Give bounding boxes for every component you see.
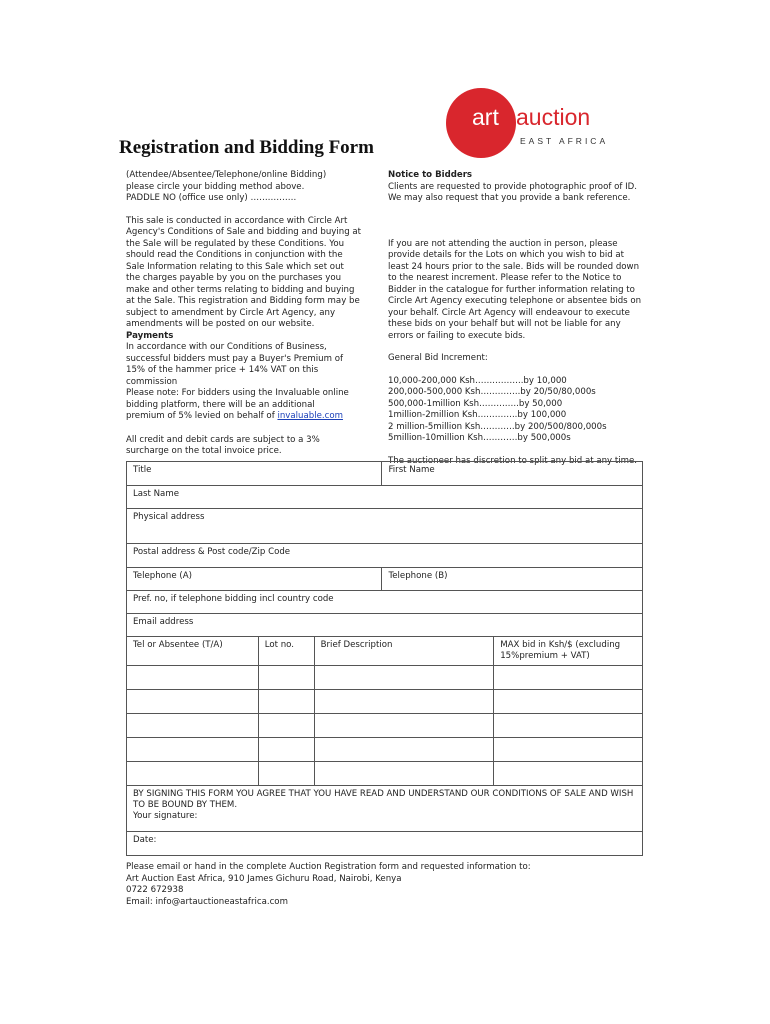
bid-cell-description[interactable] xyxy=(314,690,494,714)
method-line: PADDLE NO (office use only) ……………. xyxy=(126,193,297,203)
increment-row: 200,000-500,000 Ksh…………..by 20/50/80,000s xyxy=(388,387,596,397)
absentee-line: these bids on your behalf but will not be liable for any xyxy=(388,319,621,329)
footer-line: Art Auction East Africa, 910 James Gichuru Road, Nairobi, Kenya xyxy=(126,873,402,884)
bid-cell-max[interactable] xyxy=(494,738,643,762)
bid-cell-type[interactable] xyxy=(127,690,259,714)
bid-cell-description[interactable] xyxy=(314,738,494,762)
invaluable-link[interactable]: invaluable.com xyxy=(277,411,343,421)
payments-line: Please note: For bidders using the Invaluable online xyxy=(126,388,349,398)
signature-field[interactable] xyxy=(127,786,643,832)
title-label: Title xyxy=(133,465,152,475)
telephone-a-field[interactable] xyxy=(127,568,382,591)
page-title: Registration and Bidding Form xyxy=(119,137,374,158)
conditions-line: Agency's Conditions of Sale and bidding and buying at xyxy=(126,227,362,237)
telephone-b-field[interactable] xyxy=(382,568,643,591)
max-bid-header: MAX bid in Ksh/$ (excluding 15%premium + VAT) xyxy=(494,637,643,666)
payments-line: 15% of the hammer price + 14% VAT on this xyxy=(126,365,319,375)
payments-heading: Payments xyxy=(126,330,174,341)
bid-cell-max[interactable] xyxy=(494,714,643,738)
bid-cell-description[interactable] xyxy=(314,666,494,690)
absentee-line: least 24 hours prior to the sale. Bids will be rounded down xyxy=(388,261,640,272)
pref-no-field[interactable] xyxy=(127,591,643,614)
lot-no-header: Lot no. xyxy=(258,637,314,666)
logo-subtitle: EAST AFRICA xyxy=(520,136,609,146)
brief-description-header: Brief Description xyxy=(314,637,494,666)
bid-cell-max[interactable] xyxy=(494,762,643,786)
method-line: (Attendee/Absentee/Telephone/online Bidding) xyxy=(126,170,327,180)
notice-line: We may also request that you provide a bank reference. xyxy=(388,193,631,203)
footer-line: Email: info@artauctioneastafrica.com xyxy=(126,896,288,907)
increment-heading: General Bid Increment: xyxy=(388,353,488,363)
conditions-line: should read the Conditions in conjunction with the xyxy=(126,250,343,260)
left-column xyxy=(126,170,370,458)
absentee-line: provide details for the Lots on which you wish to bid at xyxy=(388,250,625,260)
absentee-line: If you are not attending the auction in person, please xyxy=(388,238,618,249)
bid-cell-lot[interactable] xyxy=(258,690,314,714)
conditions-line: subject to amendment by Circle Art Agency, any xyxy=(126,307,336,318)
signature-label: Your signature: xyxy=(133,811,198,821)
pref-no-label: Pref. no, if telephone bidding incl country code xyxy=(133,594,334,604)
agreement-text: BY SIGNING THIS FORM YOU AGREE THAT YOU HAVE READ AND UNDERSTAND OUR CONDITIONS OF SALE AND WISH TO BE BOUND BY THEM. xyxy=(133,789,634,810)
conditions-line: make and other terms relating to bidding and buying xyxy=(126,284,355,295)
date-field[interactable] xyxy=(127,832,643,856)
logo-word-art: art xyxy=(472,104,499,130)
bid-cell-type[interactable] xyxy=(127,666,259,690)
first-name-label: First Name xyxy=(388,465,435,475)
absentee-line: to the nearest increment. Please refer to the Notice to xyxy=(388,273,622,283)
first-name-field[interactable] xyxy=(382,462,643,486)
footer-line: Please email or hand in the complete Auction Registration form and requested information to: xyxy=(126,862,531,872)
bid-cell-max[interactable] xyxy=(494,666,643,690)
email-field[interactable] xyxy=(127,614,643,637)
payments-line xyxy=(126,411,370,423)
physical-address-field[interactable] xyxy=(127,509,643,544)
bid-cell-lot[interactable] xyxy=(258,714,314,738)
bid-cell-description[interactable] xyxy=(314,762,494,786)
absentee-line: your behalf. Circle Art Agency will endeavour to execute xyxy=(388,307,630,318)
increment-row: 10,000-200,000 Ksh……………..by 10,000 xyxy=(388,375,567,386)
footer-line: 0722 672938 xyxy=(126,885,184,896)
right-column xyxy=(388,170,646,467)
conditions-line: the charges payable by you on the purchases you xyxy=(126,273,342,283)
payments-line: commission xyxy=(126,376,178,387)
discretion-note: The auctioneer has discretion to split any bid at any time. xyxy=(388,455,638,466)
bid-cell-lot[interactable] xyxy=(258,762,314,786)
cards-line: All credit and debit cards are subject to a 3% xyxy=(126,434,320,445)
payments-line: bidding platform, there will be an additional xyxy=(126,399,315,410)
conditions-line: This sale is conducted in accordance with Circle Art xyxy=(126,215,348,226)
payments-line-text: premium of 5% levied on behalf of xyxy=(126,411,278,421)
art-auction-logo xyxy=(446,88,614,158)
postal-address-field[interactable] xyxy=(127,544,643,568)
increment-row: 2 million-5million Ksh…………by 200/500/800,000s xyxy=(388,421,607,432)
physical-address-label: Physical address xyxy=(133,512,205,522)
conditions-line: Sale Information relating to this Sale which set out xyxy=(126,261,344,272)
notice-line: Clients are requested to provide photographic proof of ID. xyxy=(388,181,637,192)
method-line: please circle your bidding method above. xyxy=(126,181,305,192)
payments-line: In accordance with our Conditions of Business, xyxy=(126,342,327,352)
email-label: Email address xyxy=(133,617,194,627)
telephone-b-label: Telephone (B) xyxy=(388,571,448,581)
absentee-line: Bidder in the catalogue for further information relating to xyxy=(388,284,635,295)
title-field[interactable] xyxy=(127,462,382,486)
notice-heading: Notice to Bidders xyxy=(388,170,473,180)
payments-line: successful bidders must pay a Buyer's Premium of xyxy=(126,353,343,364)
conditions-line: the Sale will be regulated by these Conditions. You xyxy=(126,238,345,249)
last-name-label: Last Name xyxy=(133,489,179,499)
registration-table xyxy=(126,461,643,856)
date-label: Date: xyxy=(133,835,157,845)
conditions-line: at the Sale. This registration and Bidding form may be xyxy=(126,296,360,306)
telephone-a-label: Telephone (A) xyxy=(133,571,192,581)
increment-row: 1million-2million Ksh…………..by 100,000 xyxy=(388,410,567,420)
bid-cell-type[interactable] xyxy=(127,738,259,762)
bid-cell-lot[interactable] xyxy=(258,738,314,762)
increment-row: 500,000-1million Ksh…………..by 50,000 xyxy=(388,398,563,409)
bid-cell-max[interactable] xyxy=(494,690,643,714)
bid-cell-description[interactable] xyxy=(314,714,494,738)
absentee-line: errors or failing to execute bids. xyxy=(388,330,526,341)
bid-cell-type[interactable] xyxy=(127,762,259,786)
absentee-line: Circle Art Agency executing telephone or absentee bids on xyxy=(388,296,642,306)
bid-cell-lot[interactable] xyxy=(258,666,314,690)
footer-contact xyxy=(126,862,666,908)
logo-word-auction: auction xyxy=(516,104,591,130)
cards-line: surcharge on the total invoice price. xyxy=(126,446,282,456)
increment-row: 5million-10million Ksh…………by 500,000s xyxy=(388,433,571,443)
last-name-field[interactable] xyxy=(127,486,643,509)
conditions-line: amendments will be posted on our website. xyxy=(126,319,315,329)
bid-cell-type[interactable] xyxy=(127,714,259,738)
postal-address-label: Postal address & Post code/Zip Code xyxy=(133,547,291,557)
tel-absentee-header: Tel or Absentee (T/A) xyxy=(127,637,259,666)
